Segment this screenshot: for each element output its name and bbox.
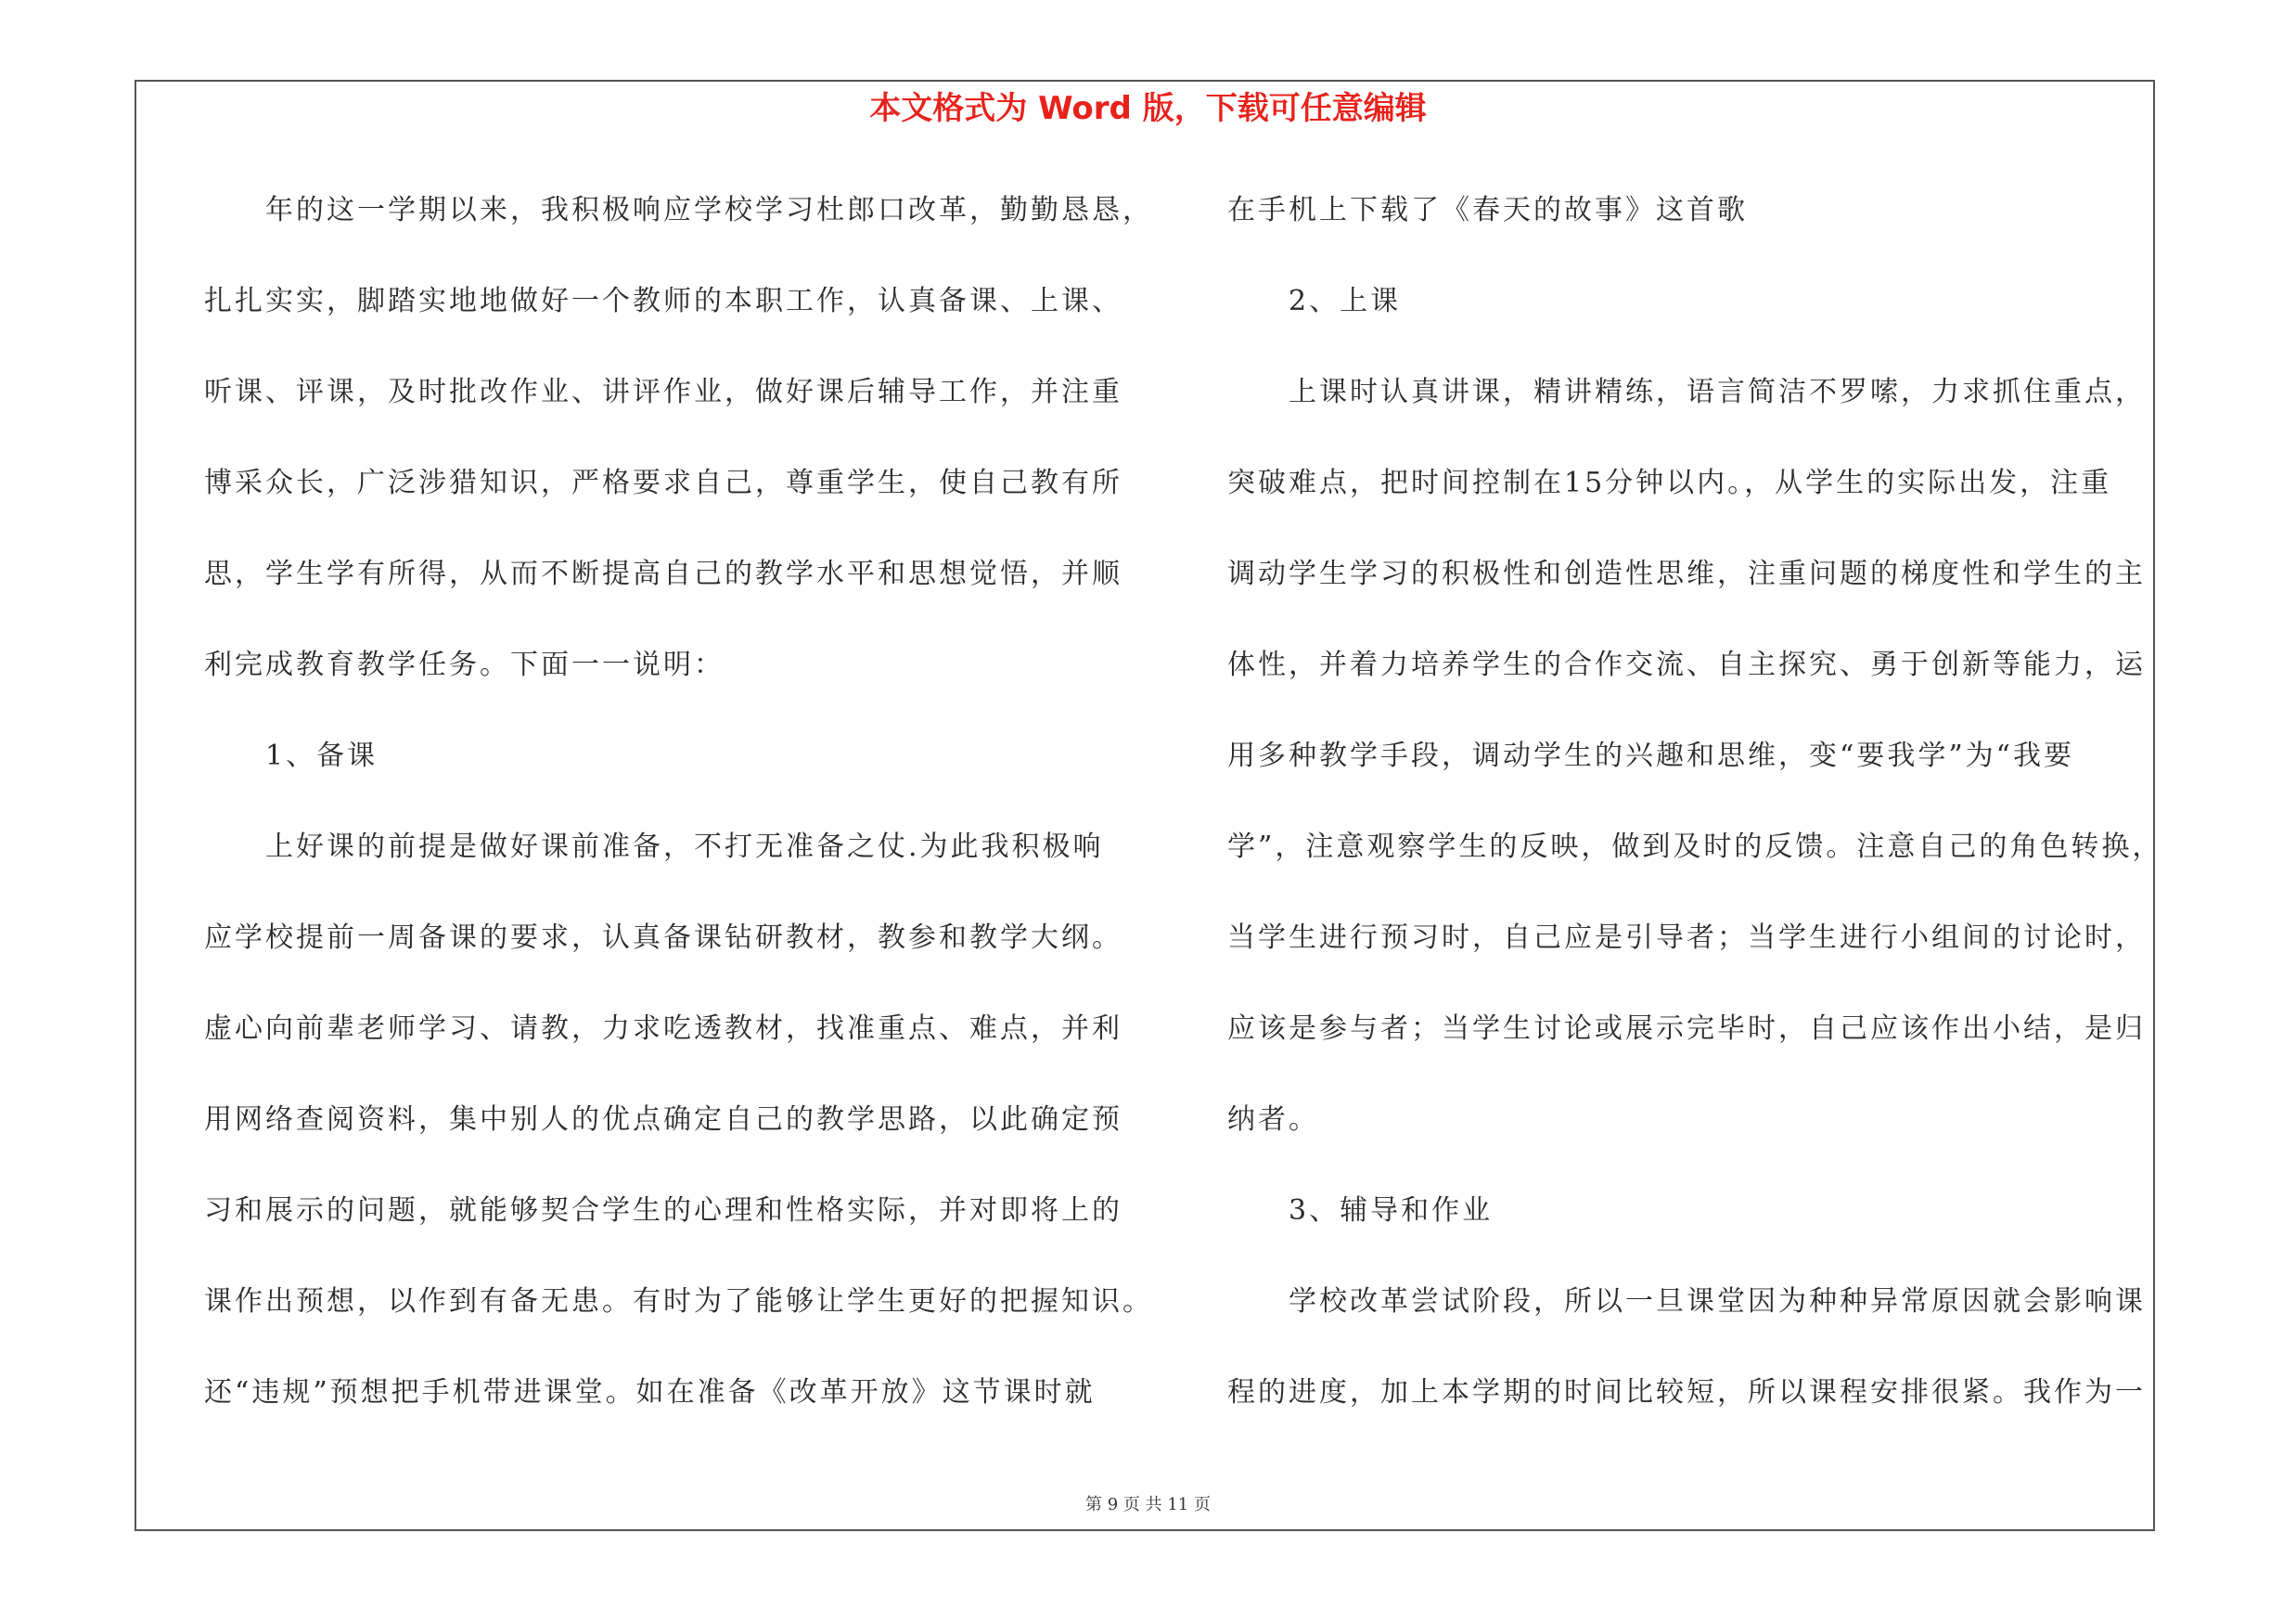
text-line: 还“违规”预想把手机带进课堂。如在准备《改革开放》这节课时就 [204,1376,1096,1409]
text-line: 利完成教育教学任务。下面一一说明： [204,649,725,681]
text-line: 扎扎实实，脚踏实地地做好一个教师的本职工作，认真备课、上课、 [204,285,1122,317]
page-number-footer: 第 9 页 共 11 页 [1085,1495,1211,1514]
text-line: 用网络查阅资料，集中别人的优点确定自己的教学思路，以此确定预 [204,1103,1122,1136]
text-line: 课作出预想，以作到有备无患。有时为了能够让学生更好的把握知识。 [204,1285,1153,1318]
text-line: 思，学生学有所得，从而不断提高自己的教学水平和思想觉悟，并顺 [204,558,1122,590]
text-line: 习和展示的问题，就能够契合学生的心理和性格实际，并对即将上的 [204,1194,1122,1227]
text-line: 应学校提前一周备课的要求，认真备课钻研教材，教参和教学大纲。 [204,921,1122,954]
text-line: 博采众长，广泛涉猎知识，严格要求自己，尊重学生，使自己教有所 [204,467,1122,499]
text-line: 上好课的前提是做好课前准备，不打无准备之仗.为此我积极响 [265,831,1104,863]
text-line: 虚心向前辈老师学习、请教，力求吃透教材，找准重点、难点，并利 [204,1012,1122,1045]
text-line: 应该是参与者；当学生讨论或展示完毕时，自己应该作出小结，是归 [1227,1012,2146,1045]
text-line: 用多种教学手段，调动学生的兴趣和思维，变“要我学”为“我要 [1227,740,2075,772]
text-line: 程的进度，加上本学期的时间比较短，所以课程安排很紧。我作为一 [1227,1376,2146,1409]
text-line: 3、辅导和作业 [1289,1194,1494,1227]
text-line: 上课时认真讲课，精讲精练，语言简洁不罗嗦，力求抓住重点， [1289,376,2146,408]
text-line: 学校改革尝试阶段，所以一旦课堂因为种种异常原因就会影响课 [1289,1285,2146,1318]
text-line: 纳者。 [1227,1103,1319,1136]
text-line: 体性，并着力培养学生的合作交流、自主探究、勇于创新等能力，运 [1227,649,2146,681]
text-line: 听课、评课，及时批改作业、讲评作业，做好课后辅导工作，并注重 [204,376,1122,408]
text-line: 年的这一学期以来，我积极响应学校学习杜郎口改革，勤勤恳恳， [265,194,1153,226]
text-line: 调动学生学习的积极性和创造性思维，注重问题的梯度性和学生的主 [1227,558,2146,590]
left-text-column [204,182,1153,1455]
text-line: 突破难点，把时间控制在15分钟以内。，从学生的实际出发，注重 [1227,467,2112,499]
text-line: 1、备课 [265,740,378,772]
format-banner: 本文格式为 Word 版，下载可任意编辑 [869,90,1427,127]
text-line: 当学生进行预习时，自己应是引导者；当学生进行小组间的讨论时， [1227,921,2146,954]
text-line: 在手机上下载了《春天的故事》这首歌 [1227,194,1748,226]
text-line: 2、上课 [1289,285,1402,317]
text-line: 学”，注意观察学生的反映，做到及时的反馈。注意自己的角色转换， [1227,831,2163,863]
right-text-column [1227,182,2163,1455]
